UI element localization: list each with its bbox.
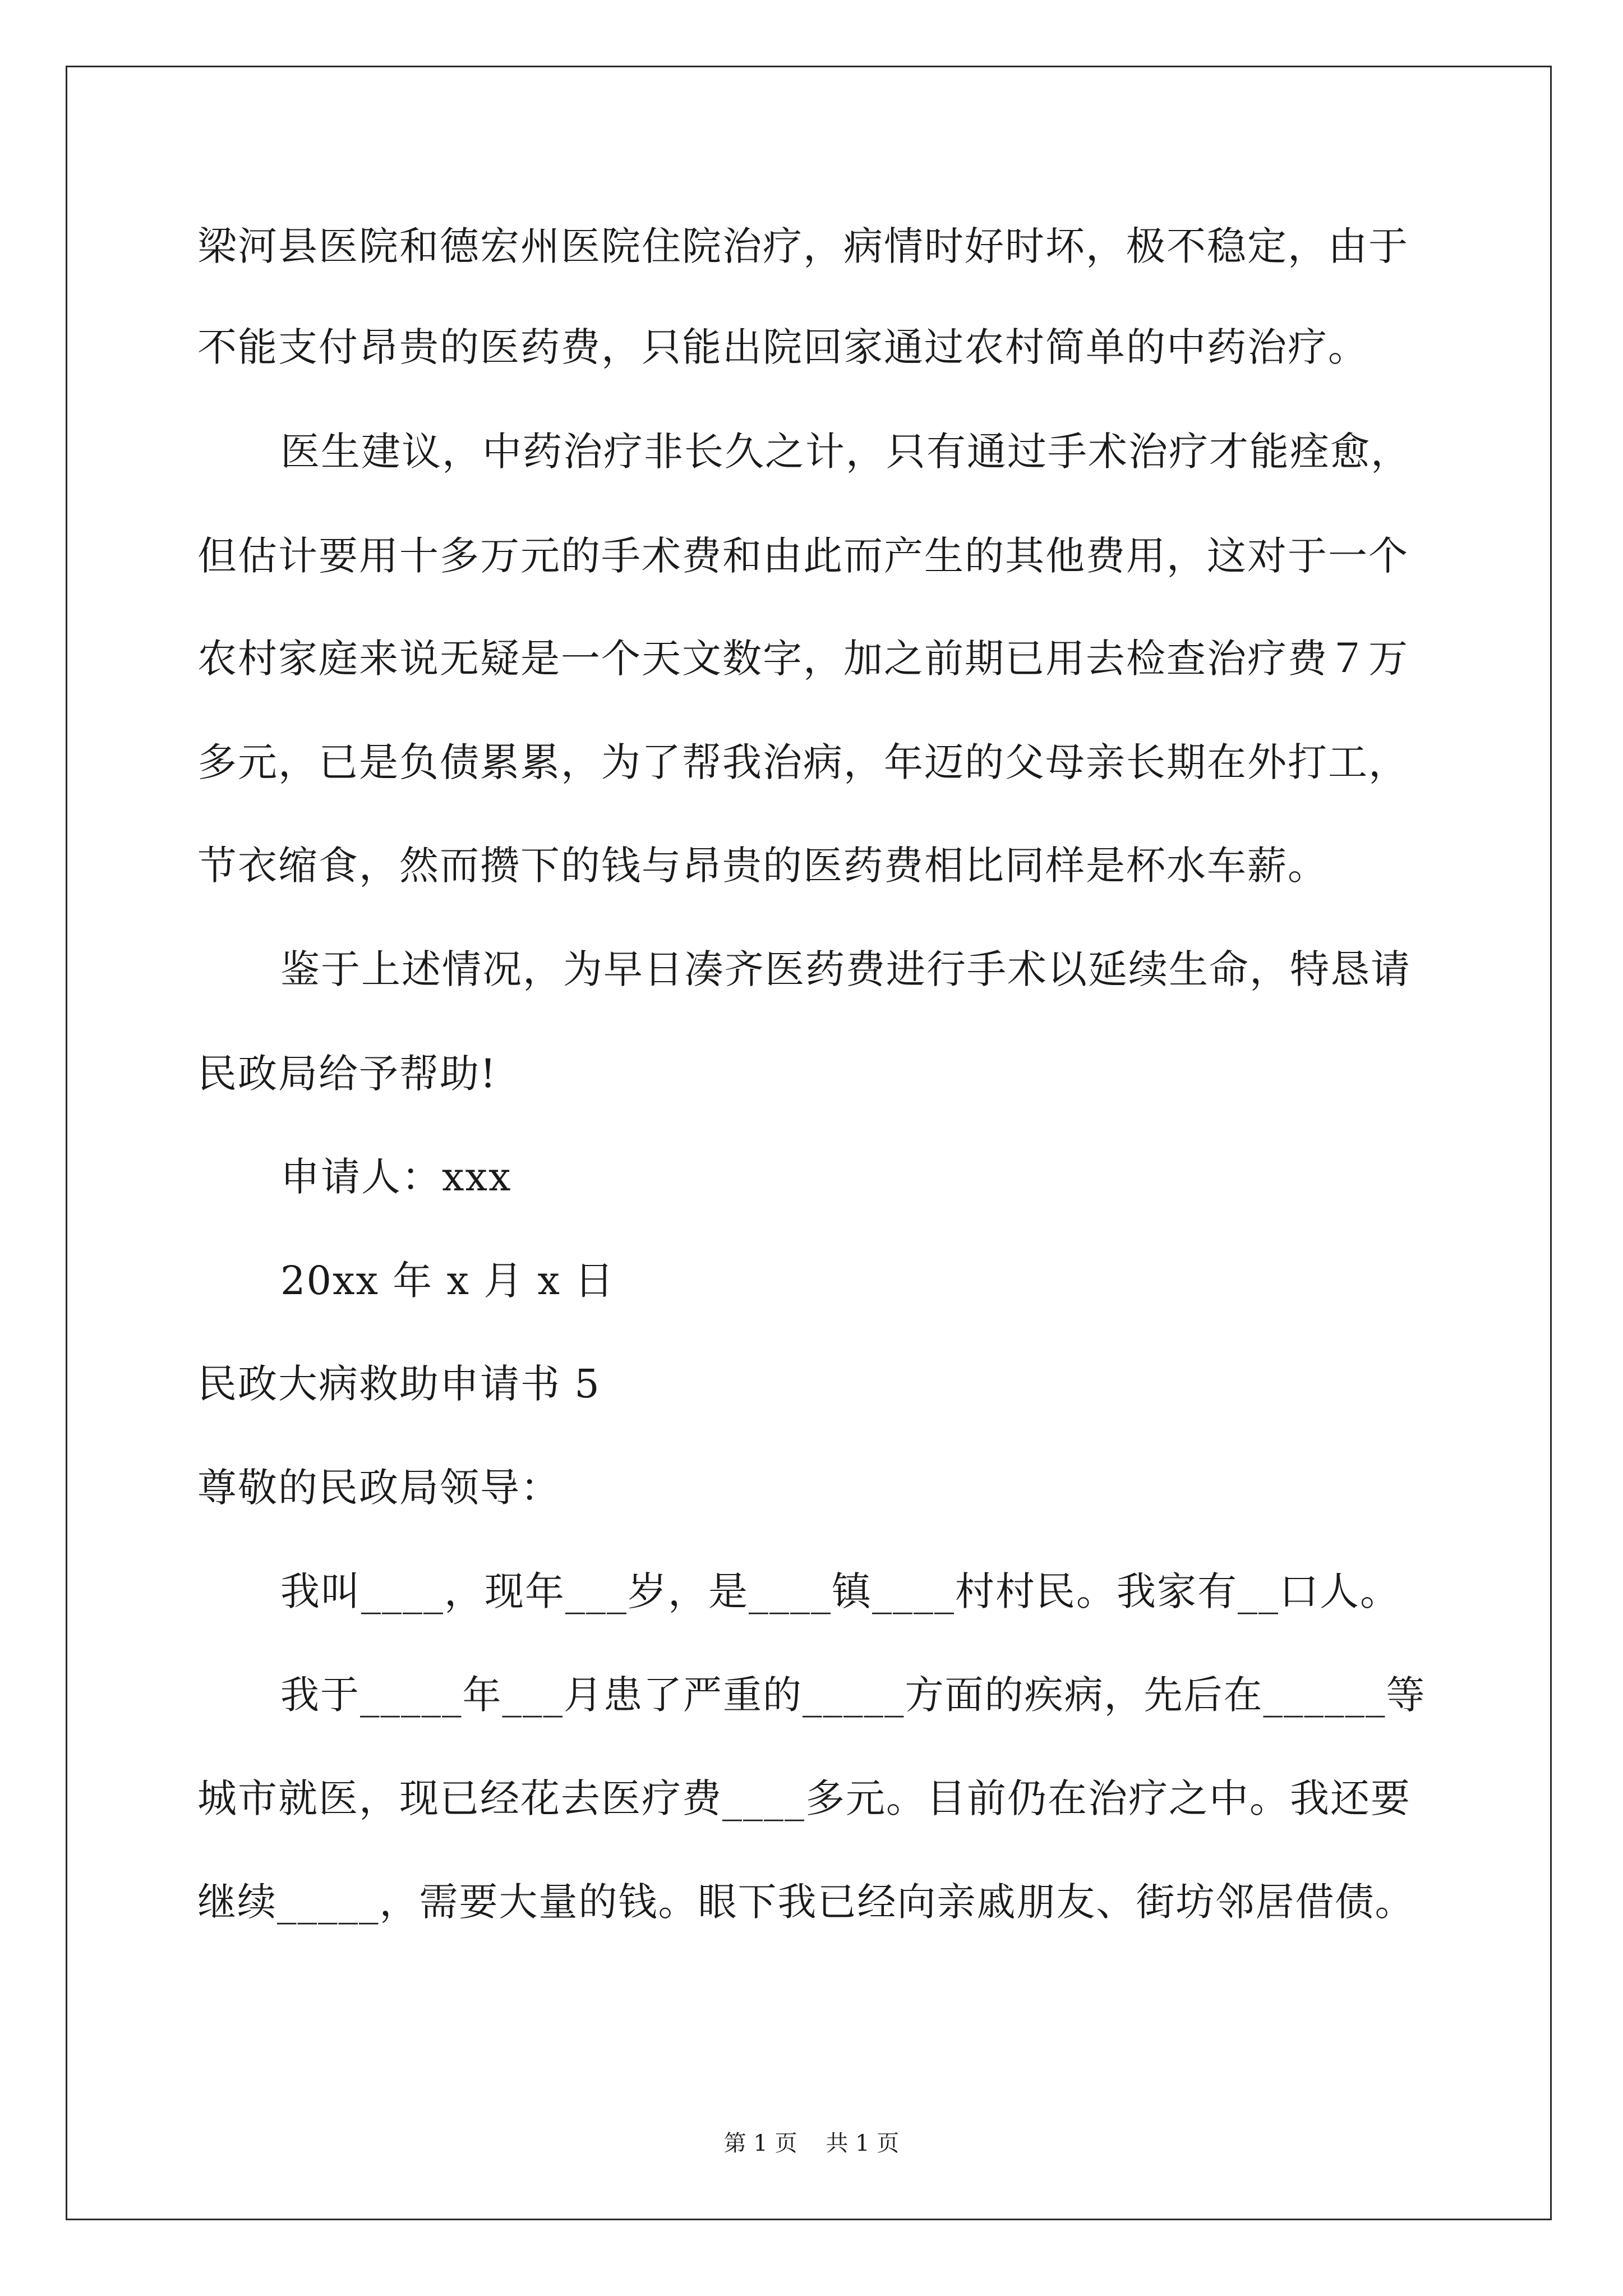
salutation: 尊敬的民政局领导：	[197, 1465, 561, 1511]
body-line-14: 我叫____，现年___岁，是____镇____村村民。我家有__口人。	[280, 1568, 1400, 1614]
body-line-6: 多元，已是负债累累，为了帮我治病，年迈的父母亲长期在外打工，	[197, 739, 1409, 785]
body-line-1: 梁河县医院和德宏州医院住院治疗，病情时好时坏，极不稳定，由于	[197, 223, 1409, 269]
body-line-15: 我于_____年___月患了严重的_____方面的疾病，先后在______等	[280, 1673, 1426, 1718]
body-line-5: 农村家庭来说无疑是一个天文数字，加之前期已用去检查治疗费７万	[197, 636, 1409, 682]
body-line-3: 医生建议，中药治疗非长久之计，只有通过手术治疗才能痊愈，	[280, 429, 1411, 475]
body-line-9: 民政局给予帮助!	[197, 1051, 497, 1097]
body-line-17: 继续_____，需要大量的钱。眼下我已经向亲戚朋友、街坊邻居借债。	[197, 1880, 1415, 1925]
applicant-line: 申请人：xxx	[280, 1154, 512, 1200]
body-line-7: 节衣缩食，然而攒下的钱与昂贵的医药费相比同样是杯水车薪。	[197, 843, 1328, 889]
section-title: 民政大病救助申请书 5	[197, 1361, 601, 1407]
body-line-8: 鉴于上述情况，为早日凑齐医药费进行手术以延续生命，特恳请	[280, 946, 1411, 992]
body-line-4: 但估计要用十多万元的手术费和由此而产生的其他费用，这对于一个	[197, 533, 1409, 579]
body-line-16: 城市就医，现已经花去医疗费____多元。目前仍在治疗之中。我还要	[197, 1775, 1411, 1821]
body-line-2: 不能支付昂贵的医药费，只能出院回家通过农村简单的中药治疗。	[197, 324, 1368, 370]
page-footer: 第 1 页 共 1 页	[723, 2131, 900, 2156]
date-line: 20xx 年 x 月 x 日	[280, 1258, 615, 1304]
